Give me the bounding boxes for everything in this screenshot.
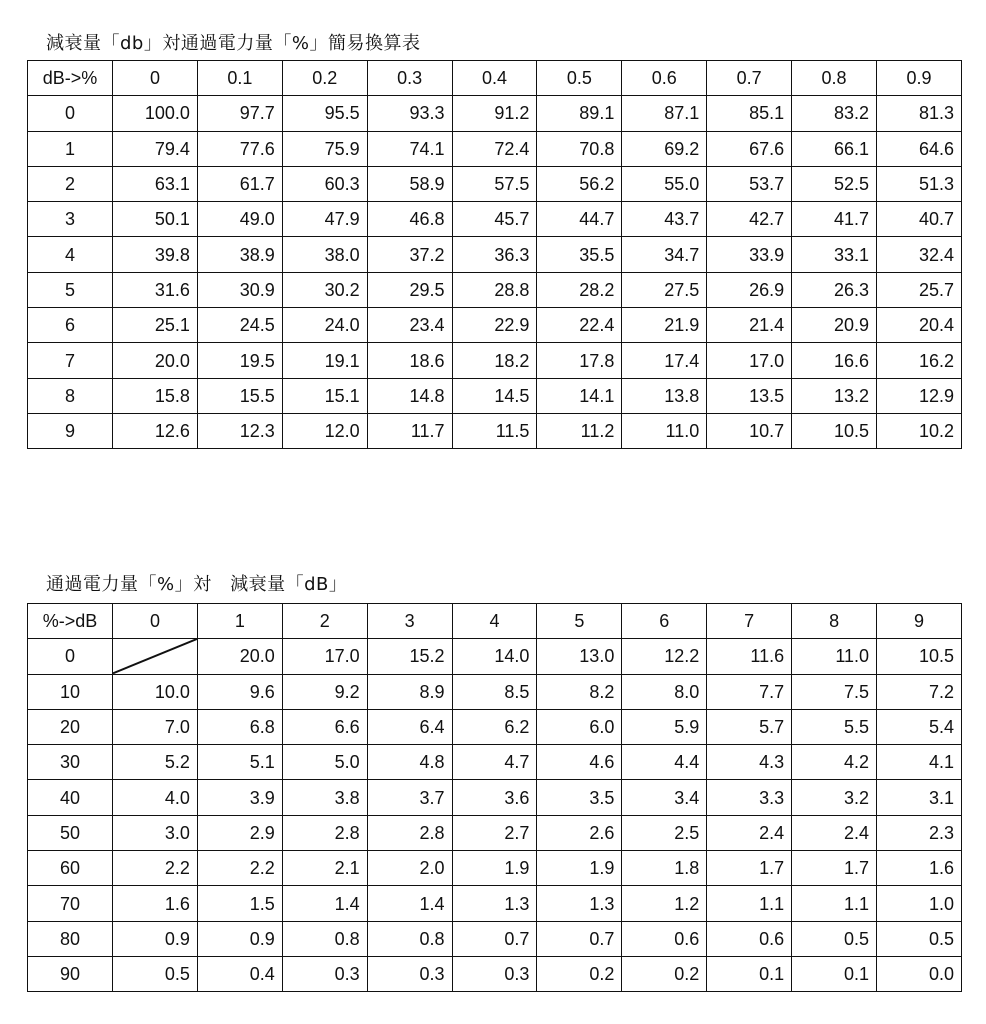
row-label: 10 — [28, 674, 113, 709]
table-cell: 33.1 — [792, 237, 877, 272]
table-cell: 14.5 — [452, 378, 537, 413]
table-cell: 13.8 — [622, 378, 707, 413]
row-label: 70 — [28, 886, 113, 921]
table-row — [28, 343, 962, 378]
table-cell: 1.7 — [707, 851, 792, 886]
table-cell: 18.6 — [367, 343, 452, 378]
table-cell: 0.5 — [877, 921, 962, 956]
table-cell: 25.1 — [113, 308, 198, 343]
table-cell: 36.3 — [452, 237, 537, 272]
table-cell: 4.6 — [537, 745, 622, 780]
column-header: 7 — [707, 604, 792, 639]
row-label: 7 — [28, 343, 113, 378]
table-cell: 18.2 — [452, 343, 537, 378]
column-header: 1 — [197, 604, 282, 639]
table-cell: 4.7 — [452, 745, 537, 780]
table-cell: 57.5 — [452, 166, 537, 201]
table-cell: 0.1 — [707, 956, 792, 991]
table-cell: 13.0 — [537, 639, 622, 674]
table-cell: 0.7 — [537, 921, 622, 956]
table-cell: 50.1 — [113, 202, 198, 237]
table-cell: 17.4 — [622, 343, 707, 378]
row-label: 3 — [28, 202, 113, 237]
table-cell: 21.4 — [707, 308, 792, 343]
table-cell: 0.9 — [197, 921, 282, 956]
table-cell: 3.6 — [452, 780, 537, 815]
table-cell: 72.4 — [452, 131, 537, 166]
table-cell: 12.3 — [197, 413, 282, 448]
table-cell: 0.6 — [622, 921, 707, 956]
table-cell: 63.1 — [113, 166, 198, 201]
table-row — [28, 237, 962, 272]
table-cell: 93.3 — [367, 96, 452, 131]
table-cell: 23.4 — [367, 308, 452, 343]
corner-label: %->dB — [28, 604, 113, 639]
row-label: 1 — [28, 131, 113, 166]
percent-to-db-table — [27, 603, 962, 992]
table-cell: 38.9 — [197, 237, 282, 272]
table-cell: 12.6 — [113, 413, 198, 448]
table-cell: 20.0 — [197, 639, 282, 674]
table-cell: 28.2 — [537, 272, 622, 307]
table-cell: 0.4 — [197, 956, 282, 991]
table-row — [28, 166, 962, 201]
row-label: 30 — [28, 745, 113, 780]
table-cell: 0.0 — [877, 956, 962, 991]
column-header: 4 — [452, 604, 537, 639]
table-cell: 34.7 — [622, 237, 707, 272]
table-cell: 25.7 — [877, 272, 962, 307]
table-cell: 29.5 — [367, 272, 452, 307]
column-header: 0.7 — [707, 61, 792, 96]
table-cell: 91.2 — [452, 96, 537, 131]
table-cell: 4.2 — [792, 745, 877, 780]
table-cell: 17.8 — [537, 343, 622, 378]
table-cell: 1.3 — [452, 886, 537, 921]
table-cell: 58.9 — [367, 166, 452, 201]
table-cell: 52.5 — [792, 166, 877, 201]
column-header: 0.1 — [197, 61, 282, 96]
table-cell: 38.0 — [282, 237, 367, 272]
table-cell: 8.9 — [367, 674, 452, 709]
table-cell: 4.1 — [877, 745, 962, 780]
table-cell: 14.0 — [452, 639, 537, 674]
table-cell: 87.1 — [622, 96, 707, 131]
table-cell: 11.0 — [622, 413, 707, 448]
table-cell: 2.6 — [537, 815, 622, 850]
table-row — [28, 272, 962, 307]
table-cell: 17.0 — [282, 639, 367, 674]
table-cell: 30.2 — [282, 272, 367, 307]
table-cell: 41.7 — [792, 202, 877, 237]
table-cell: 6.0 — [537, 709, 622, 744]
percent-to-db-title: 通過電力量「%」対 減衰量「dB」 — [46, 574, 348, 595]
table-cell: 32.4 — [877, 237, 962, 272]
table-row — [28, 202, 962, 237]
row-label: 20 — [28, 709, 113, 744]
table-cell: 19.1 — [282, 343, 367, 378]
table-cell: 42.7 — [707, 202, 792, 237]
table-cell: 10.0 — [113, 674, 198, 709]
column-header: 0.9 — [877, 61, 962, 96]
table-row — [28, 674, 962, 709]
table-cell: 26.3 — [792, 272, 877, 307]
table-cell: 6.4 — [367, 709, 452, 744]
column-header: 0 — [113, 61, 198, 96]
table-cell: 21.9 — [622, 308, 707, 343]
table-cell: 97.7 — [197, 96, 282, 131]
table-cell: 7.0 — [113, 709, 198, 744]
row-label: 4 — [28, 237, 113, 272]
table-row — [28, 308, 962, 343]
row-label: 6 — [28, 308, 113, 343]
table-cell: 9.6 — [197, 674, 282, 709]
table-cell: 83.2 — [792, 96, 877, 131]
table-cell: 53.7 — [707, 166, 792, 201]
table-cell: 0.5 — [792, 921, 877, 956]
table-row — [28, 851, 962, 886]
table-row — [28, 921, 962, 956]
column-header: 5 — [537, 604, 622, 639]
column-header: 0.8 — [792, 61, 877, 96]
table-cell: 70.8 — [537, 131, 622, 166]
table-cell: 0.1 — [792, 956, 877, 991]
table-cell: 4.3 — [707, 745, 792, 780]
table-cell: 60.3 — [282, 166, 367, 201]
table-cell: 2.1 — [282, 851, 367, 886]
table-cell: 1.1 — [707, 886, 792, 921]
column-header: 0.3 — [367, 61, 452, 96]
table-cell: 0.3 — [452, 956, 537, 991]
table-cell: 7.2 — [877, 674, 962, 709]
table-cell: 1.3 — [537, 886, 622, 921]
table-cell: 56.2 — [537, 166, 622, 201]
table-cell: 10.5 — [792, 413, 877, 448]
table-cell: 7.5 — [792, 674, 877, 709]
table-cell: 1.4 — [367, 886, 452, 921]
table-cell: 8.5 — [452, 674, 537, 709]
table-cell: 11.5 — [452, 413, 537, 448]
table-cell: 2.7 — [452, 815, 537, 850]
table-cell: 2.5 — [622, 815, 707, 850]
row-label: 9 — [28, 413, 113, 448]
table-cell: 31.6 — [113, 272, 198, 307]
column-header: 0.5 — [537, 61, 622, 96]
column-header: 8 — [792, 604, 877, 639]
table-cell: 0.2 — [622, 956, 707, 991]
table-cell: 2.4 — [792, 815, 877, 850]
table-cell: 67.6 — [707, 131, 792, 166]
table-cell: 5.5 — [792, 709, 877, 744]
table-cell: 2.2 — [113, 851, 198, 886]
table-cell: 20.9 — [792, 308, 877, 343]
table-cell: 3.7 — [367, 780, 452, 815]
corner-label: dB->% — [28, 61, 113, 96]
table-cell: 5.1 — [197, 745, 282, 780]
row-label: 5 — [28, 272, 113, 307]
table-cell: 16.2 — [877, 343, 962, 378]
table-cell: 0.8 — [367, 921, 452, 956]
table-cell: 81.3 — [877, 96, 962, 131]
table-cell: 5.2 — [113, 745, 198, 780]
table-cell: 33.9 — [707, 237, 792, 272]
row-label: 0 — [28, 96, 113, 131]
table-cell: 51.3 — [877, 166, 962, 201]
row-label: 90 — [28, 956, 113, 991]
table-cell: 1.6 — [877, 851, 962, 886]
table-cell: 37.2 — [367, 237, 452, 272]
table-cell: 100.0 — [113, 96, 198, 131]
table-cell: 12.9 — [877, 378, 962, 413]
table-cell: 3.3 — [707, 780, 792, 815]
table-cell: 5.4 — [877, 709, 962, 744]
table-cell: 6.8 — [197, 709, 282, 744]
table-cell: 11.2 — [537, 413, 622, 448]
table-cell: 0.7 — [452, 921, 537, 956]
table-cell: 13.5 — [707, 378, 792, 413]
table-cell: 3.2 — [792, 780, 877, 815]
row-label: 8 — [28, 378, 113, 413]
table-cell: 4.8 — [367, 745, 452, 780]
table-cell: 1.4 — [282, 886, 367, 921]
table-cell: 28.8 — [452, 272, 537, 307]
table-cell: 1.5 — [197, 886, 282, 921]
table-cell: 47.9 — [282, 202, 367, 237]
table-cell: 6.2 — [452, 709, 537, 744]
table-cell: 69.2 — [622, 131, 707, 166]
column-header: 9 — [877, 604, 962, 639]
table-cell: 30.9 — [197, 272, 282, 307]
table-cell: 1.8 — [622, 851, 707, 886]
table-cell: 10.2 — [877, 413, 962, 448]
table-cell: 0.3 — [367, 956, 452, 991]
table-cell: 1.6 — [113, 886, 198, 921]
table-row — [28, 131, 962, 166]
table-row — [28, 780, 962, 815]
table-cell: 20.4 — [877, 308, 962, 343]
table-cell: 15.5 — [197, 378, 282, 413]
table-row — [28, 815, 962, 850]
table-cell: 45.7 — [452, 202, 537, 237]
table-row — [28, 745, 962, 780]
table-cell: 20.0 — [113, 343, 198, 378]
table-cell: 12.0 — [282, 413, 367, 448]
table-cell: 16.6 — [792, 343, 877, 378]
table-cell: 1.9 — [452, 851, 537, 886]
table-cell: 85.1 — [707, 96, 792, 131]
row-label: 60 — [28, 851, 113, 886]
table-cell: 15.8 — [113, 378, 198, 413]
table-cell: 0.8 — [282, 921, 367, 956]
table-cell: 89.1 — [537, 96, 622, 131]
table-cell: 2.2 — [197, 851, 282, 886]
table-cell: 11.0 — [792, 639, 877, 674]
table-cell: 39.8 — [113, 237, 198, 272]
column-header: 0.4 — [452, 61, 537, 96]
table-cell: 24.0 — [282, 308, 367, 343]
table-cell: 1.2 — [622, 886, 707, 921]
table-cell: 8.2 — [537, 674, 622, 709]
table-cell: 5.7 — [707, 709, 792, 744]
table-cell: 19.5 — [197, 343, 282, 378]
table-cell: 77.6 — [197, 131, 282, 166]
table-cell: 1.0 — [877, 886, 962, 921]
table-cell: 66.1 — [792, 131, 877, 166]
table-row — [28, 956, 962, 991]
table-cell: 95.5 — [282, 96, 367, 131]
table-cell: 11.7 — [367, 413, 452, 448]
table-row — [28, 413, 962, 448]
row-label: 40 — [28, 780, 113, 815]
column-header: 2 — [282, 604, 367, 639]
table-cell: 14.8 — [367, 378, 452, 413]
table-cell: 0.6 — [707, 921, 792, 956]
row-label: 2 — [28, 166, 113, 201]
table-cell: 75.9 — [282, 131, 367, 166]
row-label: 50 — [28, 815, 113, 850]
table-cell: 1.1 — [792, 886, 877, 921]
table-cell: 3.5 — [537, 780, 622, 815]
table-cell: 3.9 — [197, 780, 282, 815]
table-cell: 1.9 — [537, 851, 622, 886]
header-row — [28, 604, 962, 639]
table-cell: 15.2 — [367, 639, 452, 674]
row-label: 0 — [28, 639, 113, 674]
table-cell: 4.4 — [622, 745, 707, 780]
table-cell: 27.5 — [622, 272, 707, 307]
table-cell: 0.2 — [537, 956, 622, 991]
table-cell: 3.0 — [113, 815, 198, 850]
table-cell: 5.9 — [622, 709, 707, 744]
column-header: 6 — [622, 604, 707, 639]
table-row — [28, 709, 962, 744]
table-cell: 2.8 — [367, 815, 452, 850]
table-row — [28, 639, 962, 674]
table-cell: 22.4 — [537, 308, 622, 343]
table-cell: 3.1 — [877, 780, 962, 815]
table-cell: 24.5 — [197, 308, 282, 343]
table-cell: 15.1 — [282, 378, 367, 413]
table-cell: 3.4 — [622, 780, 707, 815]
table-cell: 17.0 — [707, 343, 792, 378]
column-header: 0 — [113, 604, 198, 639]
table-cell: 26.9 — [707, 272, 792, 307]
table-cell: 74.1 — [367, 131, 452, 166]
table-cell: 40.7 — [877, 202, 962, 237]
row-label: 80 — [28, 921, 113, 956]
column-header: 0.2 — [282, 61, 367, 96]
table-row — [28, 96, 962, 131]
db-to-percent-table — [27, 60, 962, 449]
table-cell: 2.8 — [282, 815, 367, 850]
table-cell: 5.0 — [282, 745, 367, 780]
empty-diagonal-cell — [113, 639, 198, 674]
table-cell: 0.5 — [113, 956, 198, 991]
table-cell: 49.0 — [197, 202, 282, 237]
table-cell: 44.7 — [537, 202, 622, 237]
table-cell: 7.7 — [707, 674, 792, 709]
table-cell: 6.6 — [282, 709, 367, 744]
table-cell: 3.8 — [282, 780, 367, 815]
table-row — [28, 886, 962, 921]
table-cell: 11.6 — [707, 639, 792, 674]
table-cell: 0.9 — [113, 921, 198, 956]
table-cell: 22.9 — [452, 308, 537, 343]
table-cell: 0.3 — [282, 956, 367, 991]
table-cell: 13.2 — [792, 378, 877, 413]
table-cell: 46.8 — [367, 202, 452, 237]
table-cell: 10.7 — [707, 413, 792, 448]
column-header: 3 — [367, 604, 452, 639]
table-cell: 2.4 — [707, 815, 792, 850]
table-cell: 10.5 — [877, 639, 962, 674]
table-cell: 79.4 — [113, 131, 198, 166]
table-cell: 2.0 — [367, 851, 452, 886]
table-cell: 4.0 — [113, 780, 198, 815]
table-cell: 43.7 — [622, 202, 707, 237]
table-cell: 35.5 — [537, 237, 622, 272]
table-cell: 1.7 — [792, 851, 877, 886]
table-cell: 14.1 — [537, 378, 622, 413]
header-row — [28, 61, 962, 96]
table-cell: 8.0 — [622, 674, 707, 709]
table-cell: 9.2 — [282, 674, 367, 709]
table-cell: 55.0 — [622, 166, 707, 201]
table-cell: 12.2 — [622, 639, 707, 674]
diagonal-slash-icon — [113, 639, 197, 673]
table-cell: 2.9 — [197, 815, 282, 850]
table-row — [28, 378, 962, 413]
table-cell: 2.3 — [877, 815, 962, 850]
table-cell: 64.6 — [877, 131, 962, 166]
table-cell: 61.7 — [197, 166, 282, 201]
column-header: 0.6 — [622, 61, 707, 96]
db-to-percent-title: 減衰量「db」対通過電力量「%」簡易換算表 — [46, 33, 421, 54]
